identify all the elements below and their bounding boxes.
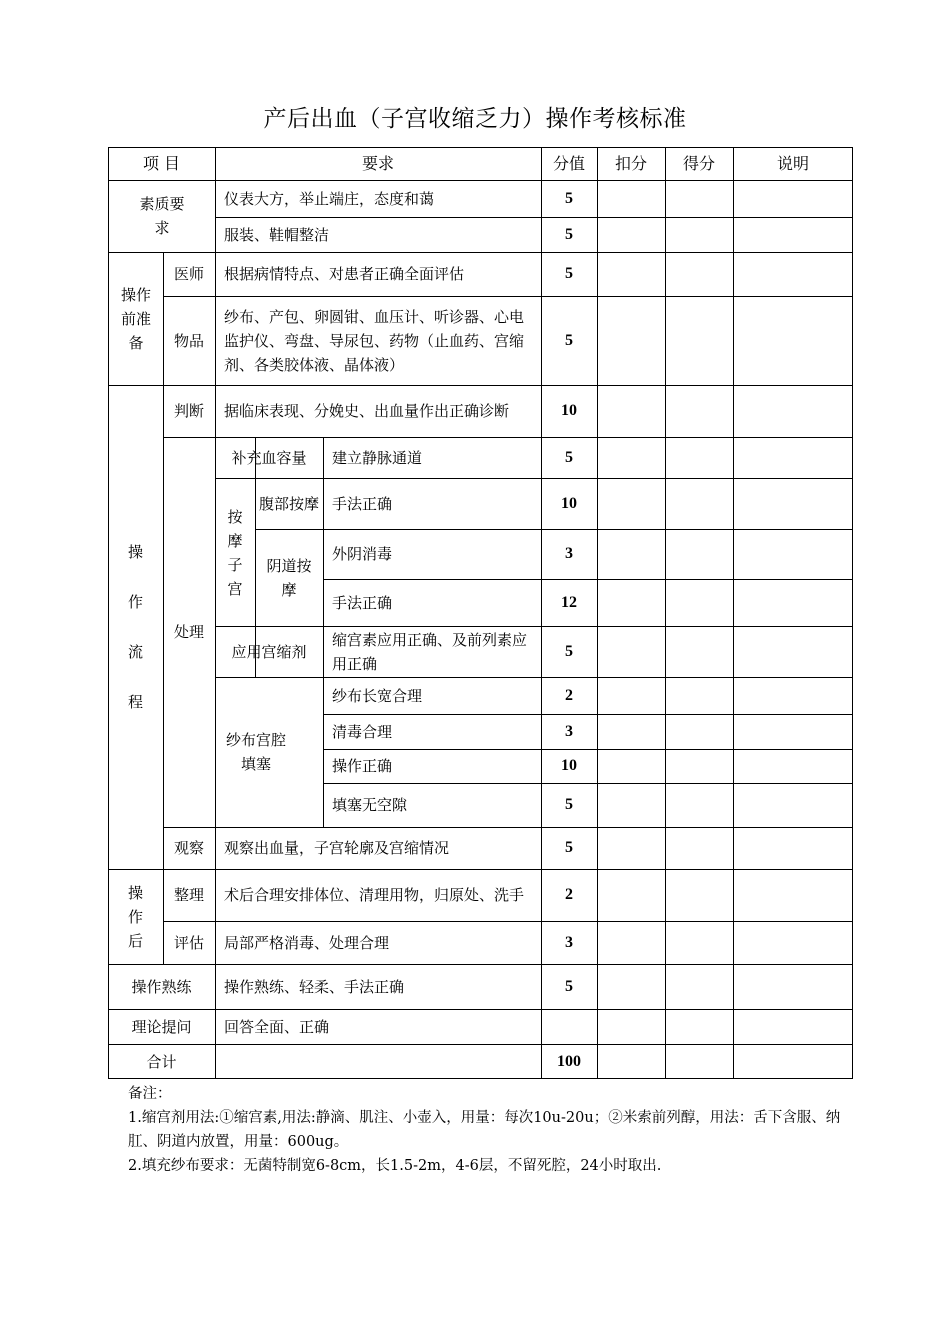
massage-abdominal-score: 10 <box>561 494 577 512</box>
section-skill: 操作熟练 <box>131 977 192 996</box>
packing-req-1: 纱布长宽合理 <box>332 686 423 705</box>
process-score-observe: 5 <box>565 839 573 856</box>
vaginal-req-1: 外阴消毒 <box>332 545 393 563</box>
section-after <box>108 869 163 964</box>
skill-score: 5 <box>565 977 573 995</box>
after-sub-tidy: 整理 <box>173 886 204 904</box>
massage-abdominal-label: 腹部按摩 <box>259 494 320 513</box>
section-total: 合计 <box>146 1052 177 1071</box>
quality-score-1: 5 <box>565 189 573 207</box>
page-title: 产后出血（子宫收缩乏力）操作考核标准 <box>263 106 687 132</box>
section-theory: 理论提问 <box>131 1017 192 1036</box>
treat-uterotonic-label: 应用宫缩剂 <box>231 642 307 661</box>
packing-score-3: 10 <box>561 757 577 774</box>
theory-req: 回答全面、正确 <box>224 1017 330 1036</box>
treat-packing-label: 纱布宫腔填塞 <box>225 731 286 773</box>
process-req-observe: 观察出血量，子宫轮廓及宫缩情况 <box>224 839 450 857</box>
process-req-judge: 据临床表现、分娩史、出血量作出正确诊断 <box>224 402 510 420</box>
packing-score-1: 2 <box>565 686 573 704</box>
theory-score <box>541 1009 597 1044</box>
treat-blood-req: 建立静脉通道 <box>332 448 423 467</box>
after-sub-eval: 评估 <box>173 933 204 952</box>
massage-abdominal-req: 手法正确 <box>332 494 393 513</box>
prep-req-items: 纱布、产包、卵圆钳、血压计、听诊器、心电监护仪、弯盘、导尿包、药物（止血药、宫缩剂、各类胶体液、晶体液） <box>224 307 525 374</box>
notes <box>128 1082 848 1178</box>
process-sub-judge: 判断 <box>173 402 204 420</box>
section-process-label: 操作流程 <box>127 543 143 711</box>
process-sub-treat: 处理 <box>173 623 204 641</box>
prep-score-doctor: 5 <box>565 265 573 282</box>
packing-req-3: 操作正确 <box>332 757 393 775</box>
prep-req-doctor: 根据病情特点、对患者正确全面评估 <box>224 265 465 283</box>
header-item: 项 目 <box>142 153 181 173</box>
section-process <box>108 385 163 869</box>
quality-score-2: 5 <box>565 225 573 243</box>
prep-score-items: 5 <box>565 331 573 349</box>
treat-massage-label: 按摩子宫 <box>227 507 243 598</box>
vaginal-score-2: 12 <box>561 593 577 611</box>
assessment-table <box>108 147 853 1079</box>
prep-sub-items: 物品 <box>173 331 204 350</box>
massage-vaginal-label: 阴道按摩 <box>266 557 312 599</box>
packing-score-4: 5 <box>565 796 573 813</box>
total-score: 100 <box>557 1052 581 1070</box>
treat-uterotonic-score: 5 <box>565 642 573 660</box>
quality-req-2: 服装、鞋帽整洁 <box>224 225 330 244</box>
process-score-judge: 10 <box>561 402 577 419</box>
header-deduct: 扣分 <box>614 153 647 173</box>
after-req-eval: 局部严格消毒、处理合理 <box>224 933 390 952</box>
treat-blood-label: 补充血容量 <box>231 448 307 467</box>
skill-req: 操作熟练、轻柔、手法正确 <box>224 977 405 996</box>
header-remark: 说明 <box>776 153 809 173</box>
process-sub-observe: 观察 <box>173 839 204 857</box>
notes-heading: 备注： <box>128 1086 172 1102</box>
vaginal-req-2: 手法正确 <box>332 593 393 612</box>
header-got: 得分 <box>682 153 715 173</box>
packing-req-2: 清毒合理 <box>332 722 393 741</box>
section-prep <box>117 252 155 385</box>
packing-req-4: 填塞无空隙 <box>332 796 408 814</box>
prep-sub-doctor: 医师 <box>173 265 204 283</box>
vaginal-score-1: 3 <box>565 545 573 562</box>
after-score-tidy: 2 <box>565 886 573 903</box>
after-req-tidy: 术后合理安排体位、清理用物，归原处、洗手 <box>224 886 525 904</box>
header-score: 分值 <box>552 153 585 173</box>
notes-line-1: 1.缩宫剂用法:①缩宫素,用法:静滴、肌注、小壶入，用量：每次10u-20u；②米索前列醇，用法：舌下含服、纳肛、阴道内放置，用量：600ug。 <box>128 1110 841 1150</box>
section-prep-label: 操作前准备 <box>120 285 151 352</box>
header-requirement: 要求 <box>361 153 394 173</box>
notes-line-2: 2.填充纱布要求：无菌特制宽6-8cm，长1.5-2m，4-6层，不留死腔，24小时取出. <box>128 1158 662 1174</box>
section-quality: 素质要求 <box>139 195 185 237</box>
treat-blood-score: 5 <box>565 448 573 466</box>
packing-score-2: 3 <box>565 722 573 740</box>
treat-massage <box>215 478 255 627</box>
quality-req-1: 仪表大方，举止端庄，态度和蔼 <box>224 189 435 208</box>
treat-uterotonic-req: 缩宫素应用正确、及前列素应用正确 <box>332 630 528 673</box>
section-after-label: 操作后 <box>127 883 143 950</box>
after-score-eval: 3 <box>565 933 573 951</box>
